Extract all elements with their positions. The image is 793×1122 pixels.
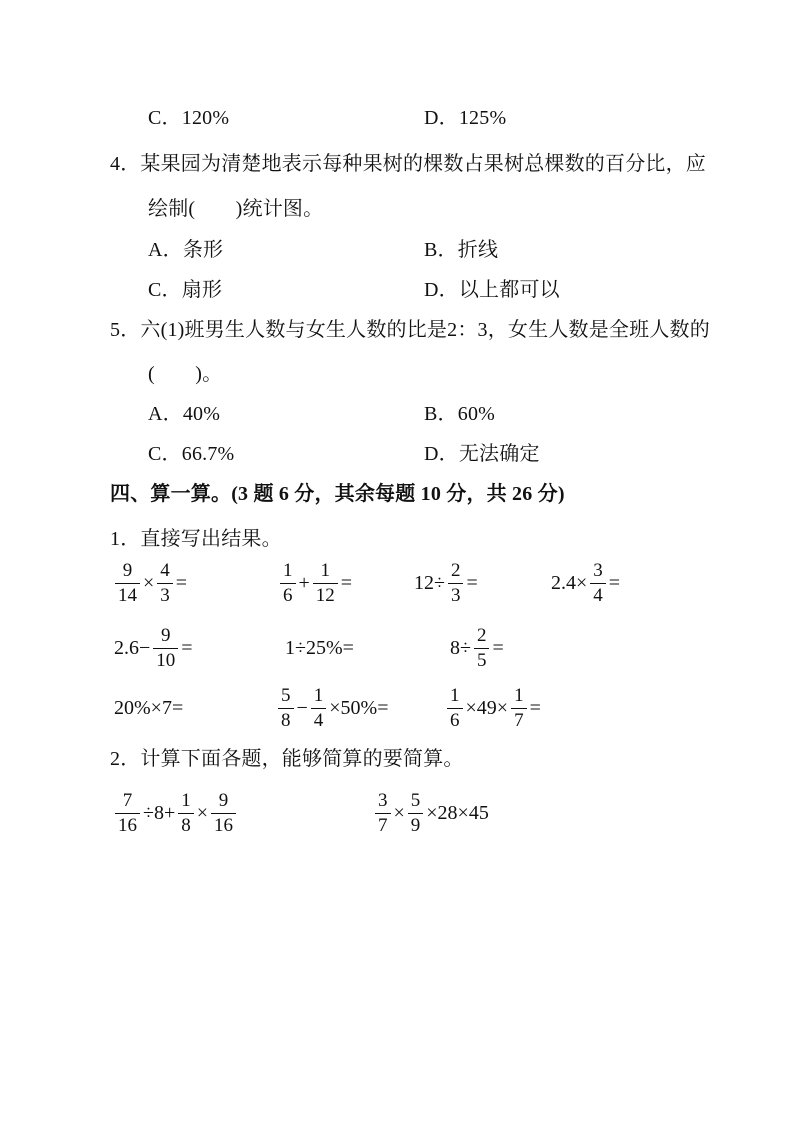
expression-text: ×	[143, 571, 155, 594]
fraction-denominator: 3	[160, 584, 170, 606]
prev-option-d: D．125%	[424, 107, 507, 129]
expression-text: ×49×	[465, 696, 509, 719]
fraction-numerator: 1	[178, 790, 194, 814]
calc1-row1-expr-4	[550, 556, 621, 610]
fraction	[211, 790, 236, 837]
fraction	[313, 560, 338, 607]
calc2-title: 2．计算下面各题，能够简算的要简算。	[110, 748, 464, 770]
fraction-numerator: 7	[115, 790, 140, 814]
calc1-row3-expr-2	[276, 681, 390, 735]
fraction	[408, 790, 424, 837]
calc1-row3-expr-3	[445, 681, 542, 735]
fraction	[115, 790, 140, 837]
fraction-numerator: 1	[447, 685, 463, 709]
fraction-denominator: 8	[181, 814, 191, 836]
fraction-numerator: 9	[211, 790, 236, 814]
fraction-denominator: 16	[214, 814, 234, 836]
expression-text: 2.4×	[551, 571, 588, 594]
calc1-title: 1．直接写出结果。	[110, 528, 282, 550]
question-5-option-b: B．60%	[424, 403, 495, 425]
question-5-line-2: ( )。	[148, 363, 223, 385]
fraction-numerator: 1	[280, 560, 296, 584]
expression-text: 2.6−	[114, 636, 151, 659]
fraction-numerator: 2	[474, 625, 490, 649]
fraction-denominator: 3	[450, 584, 461, 606]
fraction-numerator: 9	[153, 625, 178, 649]
fraction	[178, 790, 194, 837]
calc1-row1-expr-1	[113, 556, 188, 610]
calc1-row2-expr-3	[449, 621, 505, 675]
calc1-row3-expr-1	[113, 681, 184, 735]
fraction-denominator: 7	[514, 709, 524, 731]
question-4-option-b: B．折线	[424, 239, 499, 261]
prev-option-c: C．120%	[148, 107, 230, 129]
question-4-option-d: D．以上都可以	[424, 279, 560, 301]
fraction-numerator: 9	[115, 560, 140, 584]
expression-text: −	[296, 696, 308, 719]
expression-text: 12÷	[414, 571, 445, 594]
fraction	[280, 560, 296, 607]
expression-text: +	[298, 571, 310, 594]
fraction-denominator: 4	[313, 709, 324, 731]
section-4-title: 四、算一算。(3 题 6 分，其余每题 10 分，共 26 分)	[110, 483, 565, 505]
question-4-option-a: A．条形	[148, 239, 224, 261]
fraction-denominator: 16	[118, 814, 137, 836]
calc2-expr-2	[373, 786, 490, 840]
calc1-row2-expr-2	[284, 621, 355, 675]
fraction	[375, 790, 391, 837]
fraction-denominator: 6	[450, 709, 460, 731]
expression-text: ×28×45	[426, 801, 489, 824]
fraction	[448, 560, 464, 607]
question-4-option-c: C．扇形	[148, 279, 223, 301]
fraction	[115, 560, 140, 607]
calc1-row1-expr-3	[413, 556, 479, 610]
fraction-denominator: 8	[281, 709, 291, 731]
question-4-line-2: 绘制( )统计图。	[148, 198, 324, 220]
question-5-option-c: C．66.7%	[148, 443, 235, 465]
fraction-numerator: 1	[511, 685, 527, 709]
expression-text: =	[175, 571, 188, 594]
expression-text: =	[340, 571, 353, 594]
fraction-numerator: 3	[590, 560, 606, 584]
fraction-numerator: 1	[313, 560, 338, 584]
expression-text: 1÷25%=	[285, 636, 354, 659]
fraction-denominator: 7	[378, 814, 388, 836]
fraction-numerator: 2	[448, 560, 464, 584]
expression-text: ×	[196, 801, 209, 824]
expression-text: =	[608, 571, 621, 594]
expression-text: =	[529, 696, 541, 719]
fraction-numerator: 1	[311, 685, 327, 709]
calc1-row1-expr-2	[278, 556, 353, 610]
expression-text: =	[466, 571, 478, 594]
calc1-row2-expr-1	[113, 621, 194, 675]
expression-text: ÷8+	[143, 801, 176, 824]
fraction-denominator: 10	[156, 649, 176, 671]
fraction-denominator: 4	[593, 584, 603, 606]
calc2-expr-1	[113, 786, 238, 840]
expression-text: ×	[393, 801, 405, 824]
fraction	[511, 685, 527, 732]
fraction	[311, 685, 327, 732]
fraction-numerator: 3	[375, 790, 391, 814]
expression-text: 8÷	[450, 636, 471, 659]
fraction	[278, 685, 294, 732]
expression-text: =	[181, 636, 193, 659]
question-5-line-1: 5．六(1)班男生人数与女生人数的比是2：3，女生人数是全班人数的	[110, 319, 710, 341]
fraction	[157, 560, 173, 607]
fraction-denominator: 9	[410, 814, 421, 836]
fraction-denominator: 6	[283, 584, 293, 606]
fraction-numerator: 5	[408, 790, 424, 814]
fraction	[590, 560, 606, 607]
expression-text: =	[492, 636, 504, 659]
fraction-denominator: 12	[315, 584, 335, 606]
question-4-line-1: 4．某果园为清楚地表示每种果树的棵数占果树总棵数的百分比，应	[110, 153, 706, 175]
expression-text: 20%×7=	[114, 696, 184, 719]
expression-text: ×50%=	[329, 696, 389, 719]
fraction	[153, 625, 178, 672]
fraction	[447, 685, 463, 732]
fraction	[474, 625, 490, 672]
fraction-denominator: 14	[118, 584, 137, 606]
fraction-numerator: 5	[278, 685, 294, 709]
fraction-denominator: 5	[476, 649, 487, 671]
fraction-numerator: 4	[157, 560, 173, 584]
question-5-option-a: A．40%	[148, 403, 221, 425]
question-5-option-d: D．无法确定	[424, 443, 540, 465]
